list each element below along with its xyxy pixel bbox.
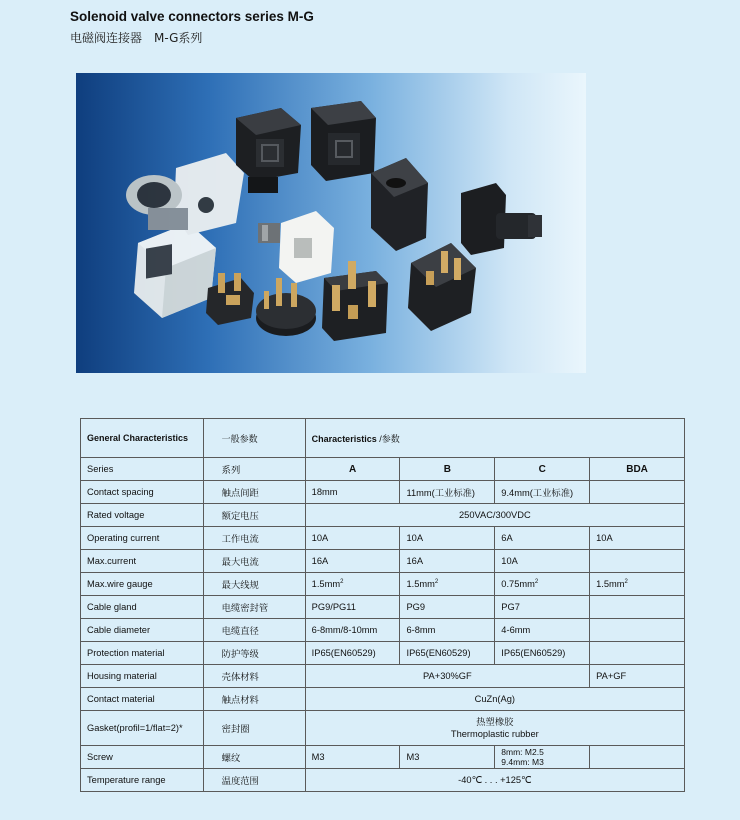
series-b: B (400, 458, 495, 481)
connector-black-2 (311, 101, 376, 181)
connector-base-small (206, 273, 254, 325)
row-label-cn: 防护等级 (203, 642, 305, 665)
table-row-cable-gland (81, 596, 685, 619)
spec-table (80, 418, 685, 792)
cell-a: 18mm (305, 481, 400, 504)
cell-c: 8mm: M2.5 9.4mm: M3 (495, 746, 590, 769)
row-label: Housing material (81, 665, 204, 688)
connector-base-round (256, 278, 316, 336)
row-label-cn: 最大电流 (203, 550, 305, 573)
series-c: C (495, 458, 590, 481)
cell-bda (590, 746, 685, 769)
table-row-max-current (81, 550, 685, 573)
row-label-cn: 密封圈 (203, 711, 305, 746)
cell-c: $0.75mm^2$ (495, 573, 590, 596)
cell-a: 10A (305, 527, 400, 550)
cell-bda: 10A (590, 527, 685, 550)
table-row-operating-current (81, 527, 685, 550)
cell-b: $1.5mm^2$ (400, 573, 495, 596)
cell-bda (590, 642, 685, 665)
page-title: Solenoid valve connectors series M-G (70, 9, 314, 24)
series-label: Series (81, 458, 204, 481)
cell-b: PG9 (400, 596, 495, 619)
table-row-max-wire-gauge (81, 573, 685, 596)
series-a: A (305, 458, 400, 481)
cell-b: 6-8mm (400, 619, 495, 642)
table-row-temperature (81, 769, 685, 792)
product-photo (76, 73, 586, 373)
row-label-cn: 额定电压 (203, 504, 305, 527)
cell-bda (590, 596, 685, 619)
table-row-contact-material (81, 688, 685, 711)
table-row-rated-voltage (81, 504, 685, 527)
table-row-contact-spacing (81, 481, 685, 504)
cell-c: IP65(EN60529) (495, 642, 590, 665)
table-row-gasket (81, 711, 685, 746)
table-row-series (81, 458, 685, 481)
connector-black-3 (371, 158, 428, 251)
cell-all: CuZn(Ag) (305, 688, 684, 711)
table-row-screw (81, 746, 685, 769)
cell-b: 11mm(工业标准) (400, 481, 495, 504)
cell-a: PG9/PG11 (305, 596, 400, 619)
connector-black-4 (461, 183, 542, 255)
cell-a: $1.5mm^2$ (305, 573, 400, 596)
cell-all: -40℃ . . . +125℃ (305, 769, 684, 792)
table-row-cable-diameter (81, 619, 685, 642)
cell-a: M3 (305, 746, 400, 769)
row-label: Max.current (81, 550, 204, 573)
cell-bda (590, 550, 685, 573)
cell-a: 6-8mm/8-10mm (305, 619, 400, 642)
cell-all (305, 711, 684, 746)
row-label: Max.wire gauge (81, 573, 204, 596)
row-label: Rated voltage (81, 504, 204, 527)
page-subtitle: 电磁阀连接器 M-G系列 (70, 31, 203, 45)
cell-a: 16A (305, 550, 400, 573)
cell-c: PG7 (495, 596, 590, 619)
row-label-cn: 触点间距 (203, 481, 305, 504)
row-label: Temperature range (81, 769, 204, 792)
gasket-cn: 热塑橡胶 (476, 717, 514, 727)
row-label: Protection material (81, 642, 204, 665)
connector-base-square (322, 261, 388, 341)
connector-base-rect (408, 243, 476, 331)
cell-bda (590, 619, 685, 642)
series-label-cn: 系列 (203, 458, 305, 481)
row-label-cn: 最大线规 (203, 573, 305, 596)
row-label-cn: 触点材料 (203, 688, 305, 711)
row-label-cn: 温度范围 (203, 769, 305, 792)
cell-abc: PA+30%GF (305, 665, 589, 688)
connector-white-small (258, 211, 334, 283)
cell-bda: PA+GF (590, 665, 685, 688)
cell-c: 9.4mm(工业标准) (495, 481, 590, 504)
cell-c: 10A (495, 550, 590, 573)
row-label: Operating current (81, 527, 204, 550)
table-row-housing (81, 665, 685, 688)
row-label: Gasket(profil=1/flat=2)* (81, 711, 204, 746)
row-label-cn: 壳体材料 (203, 665, 305, 688)
row-label: Cable gland (81, 596, 204, 619)
cell-b: IP65(EN60529) (400, 642, 495, 665)
table-header-row (81, 419, 685, 458)
cell-c: 6A (495, 527, 590, 550)
header-general: General Characteristics (81, 419, 204, 458)
cell-bda: $1.5mm^2$ (590, 573, 685, 596)
cell-c: 4-6mm (495, 619, 590, 642)
row-label: Screw (81, 746, 204, 769)
table-row-protection (81, 642, 685, 665)
row-label-cn: 工作电流 (203, 527, 305, 550)
header-general-cn: 一般参数 (203, 419, 305, 458)
connector-black-1 (236, 108, 301, 193)
row-label: Cable diameter (81, 619, 204, 642)
row-label-cn: 电缆密封管 (203, 596, 305, 619)
row-label-cn: 螺纹 (203, 746, 305, 769)
cell-a: IP65(EN60529) (305, 642, 400, 665)
cell-b: 10A (400, 527, 495, 550)
cell-b: 16A (400, 550, 495, 573)
header-characteristics: Characteristics /参数 (305, 419, 684, 458)
row-label: Contact spacing (81, 481, 204, 504)
cell-b: M3 (400, 746, 495, 769)
row-label-cn: 电缆直径 (203, 619, 305, 642)
cell-all: 250VAC/300VDC (305, 504, 684, 527)
gasket-en: Thermoplastic rubber (450, 729, 539, 739)
cell-bda (590, 481, 685, 504)
row-label: Contact material (81, 688, 204, 711)
series-bda: BDA (590, 458, 685, 481)
